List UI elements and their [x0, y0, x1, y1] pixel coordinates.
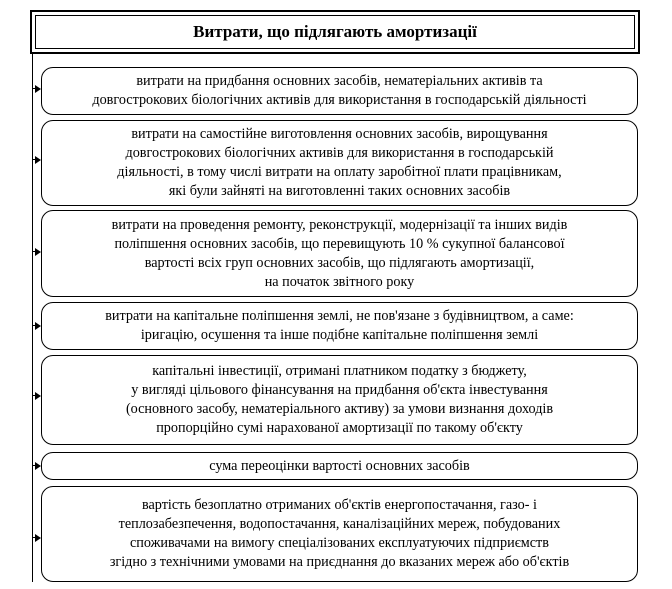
item-text-5 — [126, 362, 553, 438]
item-7-line-2: теплозабезпечення, водопостачання, каналізаційних мереж, побудованих — [118, 516, 561, 532]
item-3-line-2: поліпшення основних засобів, що перевищують 10 % сукупної балансової — [114, 235, 565, 252]
item-1-line-1: витрати на придбання основних засобів, нематеріальних активів та — [136, 73, 543, 89]
item-text-3 — [112, 216, 568, 292]
connector-spine — [32, 54, 33, 582]
item-5-line-4: пропорційно сумі нарахованої амортизації по такому об'єкту — [156, 420, 523, 436]
item-text-1 — [92, 72, 586, 110]
item-4-line-1: витрати на капітальне поліпшення землі, не пов'язане з будівництвом, а саме: — [105, 308, 574, 324]
item-text-4 — [105, 307, 574, 345]
item-3-line-3: вартості всіх груп основних засобів, що підлягають амортизації, — [144, 254, 535, 271]
item-2-line-2: довгострокових біологічних активів для використання в господарській — [125, 145, 554, 161]
title-box — [30, 10, 640, 54]
item-box-1 — [41, 67, 638, 115]
item-box-6 — [41, 452, 638, 480]
item-box-5 — [41, 355, 638, 445]
item-7-line-1: вартість безоплатно отриманих об'єктів енергопостачання, газо- і — [141, 497, 537, 513]
item-box-7 — [41, 486, 638, 582]
item-6-line-1: сума переоцінки вартості основних засобів — [209, 457, 470, 474]
item-text-6 — [209, 457, 470, 476]
item-2-line-4: які були зайняті на виготовленні таких основних засобів — [168, 183, 511, 199]
item-5-line-3: (основного засобу, нематеріального активу) за умови визнання доходів — [125, 401, 554, 417]
item-3-line-1: витрати на проведення ремонту, реконструкції, модернізації та інших видів — [111, 216, 568, 233]
item-box-2 — [41, 120, 638, 206]
item-text-7 — [110, 496, 569, 572]
item-text-2 — [117, 125, 561, 201]
diagram-title: Витрати, що підлягають амортизації — [35, 15, 635, 49]
item-box-3 — [41, 210, 638, 297]
item-7-line-4: згідно з технічними умовами на приєднання до вказаних мереж або об'єктів — [109, 554, 570, 570]
item-1-line-2: довгострокових біологічних активів для використання в господарській діяльності — [92, 92, 587, 108]
item-2-line-1: витрати на самостійне виготовлення основних засобів, вирощування — [131, 126, 548, 142]
item-5-line-1: капітальні інвестиції, отримані платником податку з бюджету, — [152, 363, 527, 379]
item-box-4 — [41, 302, 638, 350]
item-2-line-3: діяльності, в тому числі витрати на оплату заробітної плати працівникам, — [117, 164, 562, 180]
item-3-line-4: на початок звітного року — [264, 273, 415, 290]
item-7-line-3: споживачами на вимогу спеціалізованих експлуатуючих підприємств — [130, 535, 549, 551]
item-5-line-2: у вигляді цільового фінансування на придбання об'єкта інвестування — [131, 382, 548, 398]
item-4-line-2: іригацію, осушення та інше подібне капітальне поліпшення землі — [140, 327, 539, 343]
